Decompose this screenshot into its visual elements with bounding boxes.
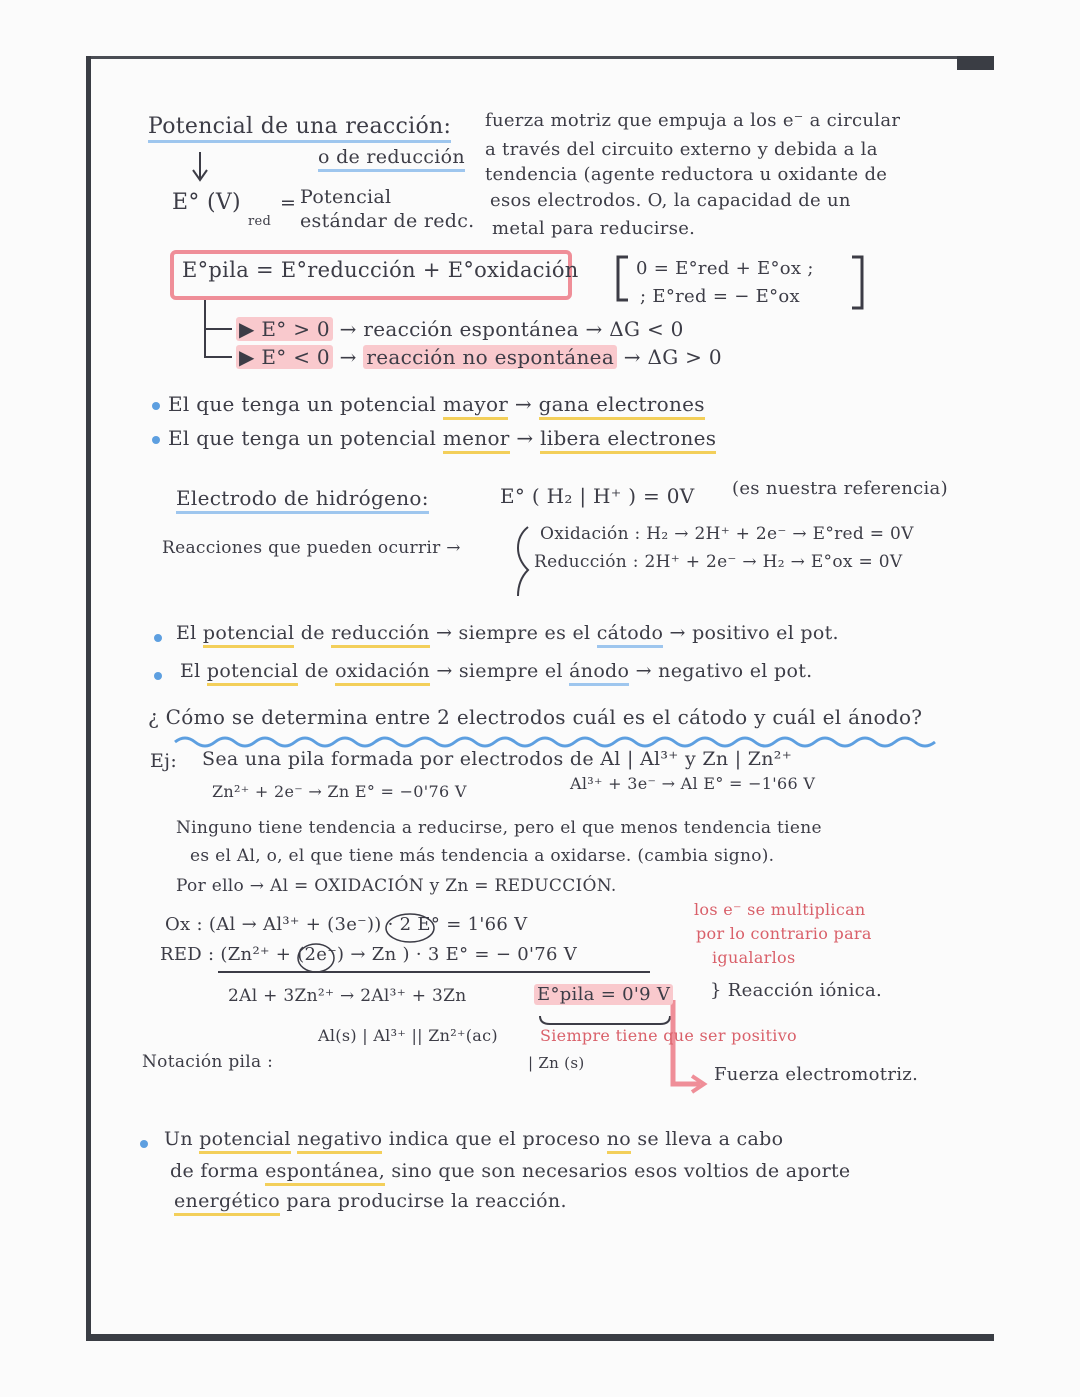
rule-menor: El que tenga un potencial menor → libera electrones <box>168 426 716 450</box>
semi-reduccion: RED : (Zn²⁺ + (2e⁻) → Zn ) · 3 E° = − 0'76 V <box>160 944 578 965</box>
ejemplo-enunciado: Sea una pila formada por electrodos de Al | Al³⁺ y Zn | Zn²⁺ <box>202 748 793 770</box>
potencial-definition-3: tendencia (agente reductora u oxidante de <box>485 164 888 185</box>
potencial-definition-4: esos electrodos. O, la capacidad de un <box>490 190 851 211</box>
symbol-equals: = <box>280 192 297 214</box>
symbol-desc-1: Potencial <box>300 186 392 208</box>
symbol-e-standard: E° (V) <box>172 190 241 215</box>
bullet-icon <box>154 672 162 680</box>
bracket-line-2: ; E°red = − E°ox <box>640 286 800 307</box>
nota-multiplicar-2: por lo contrario para <box>696 924 872 943</box>
conclusion-line-1: Un potencial negativo indica que el proceso no se lleva a cabo <box>164 1128 783 1150</box>
bullet-icon <box>154 634 162 642</box>
nota-multiplicar-3: igualarlos <box>712 948 796 967</box>
ejemplo-texto-2: es el Al, o, el que tiene más tendencia a oxidarse. (cambia signo). <box>190 846 775 866</box>
regla-oxidacion-anodo: El potencial de oxidación → siempre el ánodo → negativo el pot. <box>180 660 813 682</box>
potencial-subtitle: o de reducción <box>318 146 465 168</box>
bullet-icon <box>140 1140 148 1148</box>
potencial-definition-2: a través del circuito externo y debida a la <box>485 139 878 160</box>
ejemplo-label: Ej: <box>150 750 178 772</box>
symbol-subscript: red <box>248 214 272 229</box>
pregunta-catodo-anodo: ¿ Cómo se determina entre 2 electrodos cuál es el cátodo y cuál el ánodo? <box>148 705 923 729</box>
potencial-definition-1: fuerza motriz que empuja a los e⁻ a circular <box>485 110 901 131</box>
bullet-icon <box>152 436 160 444</box>
hidrogeno-value: E° ( H₂ | H⁺ ) = 0V <box>500 484 695 508</box>
notacion-pila-2: | Zn (s) <box>528 1054 585 1072</box>
notacion-label: Notación pila : <box>142 1052 274 1072</box>
rule-mayor: El que tenga un potencial mayor → gana electrones <box>168 392 705 416</box>
reaccion-ionica: } Reacción iónica. <box>710 980 883 1001</box>
semi-oxidacion: Ox : (Al → Al³⁺ + (3e⁻)) · 2 E° = 1'66 V <box>165 914 528 935</box>
case-positive: ▶ E° > 0 → reacción espontánea → ΔG < 0 <box>236 317 684 341</box>
potencial-title: Potencial de una reacción: <box>148 114 451 139</box>
fuerza-electromotriz: Fuerza electromotriz. <box>714 1064 919 1085</box>
nota-multiplicar-1: los e⁻ se multiplican <box>694 900 866 919</box>
reacciones-label: Reacciones que pueden ocurrir → <box>162 538 461 558</box>
epila-equation: E°pila = E°reducción + E°oxidación <box>182 258 579 282</box>
nota-siempre-positivo: Siempre tiene que ser positivo <box>540 1026 797 1045</box>
ejemplo-texto-3: Por ello → Al = OXIDACIÓN y Zn = REDUCCIÓN. <box>176 876 617 896</box>
hidrogeno-label: Electrodo de hidrógeno: <box>176 486 429 510</box>
case-negative: ▶ E° < 0 → reacción no espontánea → ΔG > 0 <box>236 345 722 369</box>
reaccion-global: 2Al + 3Zn²⁺ → 2Al³⁺ + 3Zn <box>228 986 467 1006</box>
reaccion-oxidacion: Oxidación : H₂ → 2H⁺ + 2e⁻ → E°red = 0V <box>540 524 914 544</box>
ejemplo-texto-1: Ninguno tiene tendencia a reducirse, pero el que menos tendencia tiene <box>176 818 822 838</box>
notacion-pila: Al(s) | Al³⁺ || Zn²⁺(ac) <box>318 1026 498 1045</box>
symbol-desc-2: estándar de redc. <box>300 210 475 232</box>
potencial-definition-5: metal para reducirse. <box>492 218 696 239</box>
epila-resultado: E°pila = 0'9 V <box>534 984 673 1005</box>
conclusion-line-2: de forma espontánea, sino que son necesarios esos voltios de aporte <box>170 1160 850 1182</box>
semi-reaccion-al: Al³⁺ + 3e⁻ → Al E° = −1'66 V <box>570 774 816 793</box>
hidrogeno-note: (es nuestra referencia) <box>732 478 948 499</box>
semi-reaccion-zn: Zn²⁺ + 2e⁻ → Zn E° = −0'76 V <box>212 782 467 801</box>
bracket-line-1: 0 = E°red + E°ox ; <box>636 258 814 279</box>
reaccion-reduccion: Reducción : 2H⁺ + 2e⁻ → H₂ → E°ox = 0V <box>534 552 903 572</box>
regla-reduccion-catodo: El potencial de reducción → siempre es el cátodo → positivo el pot. <box>176 622 839 644</box>
conclusion-line-3: energético para producirse la reacción. <box>174 1190 567 1212</box>
bullet-icon <box>152 402 160 410</box>
